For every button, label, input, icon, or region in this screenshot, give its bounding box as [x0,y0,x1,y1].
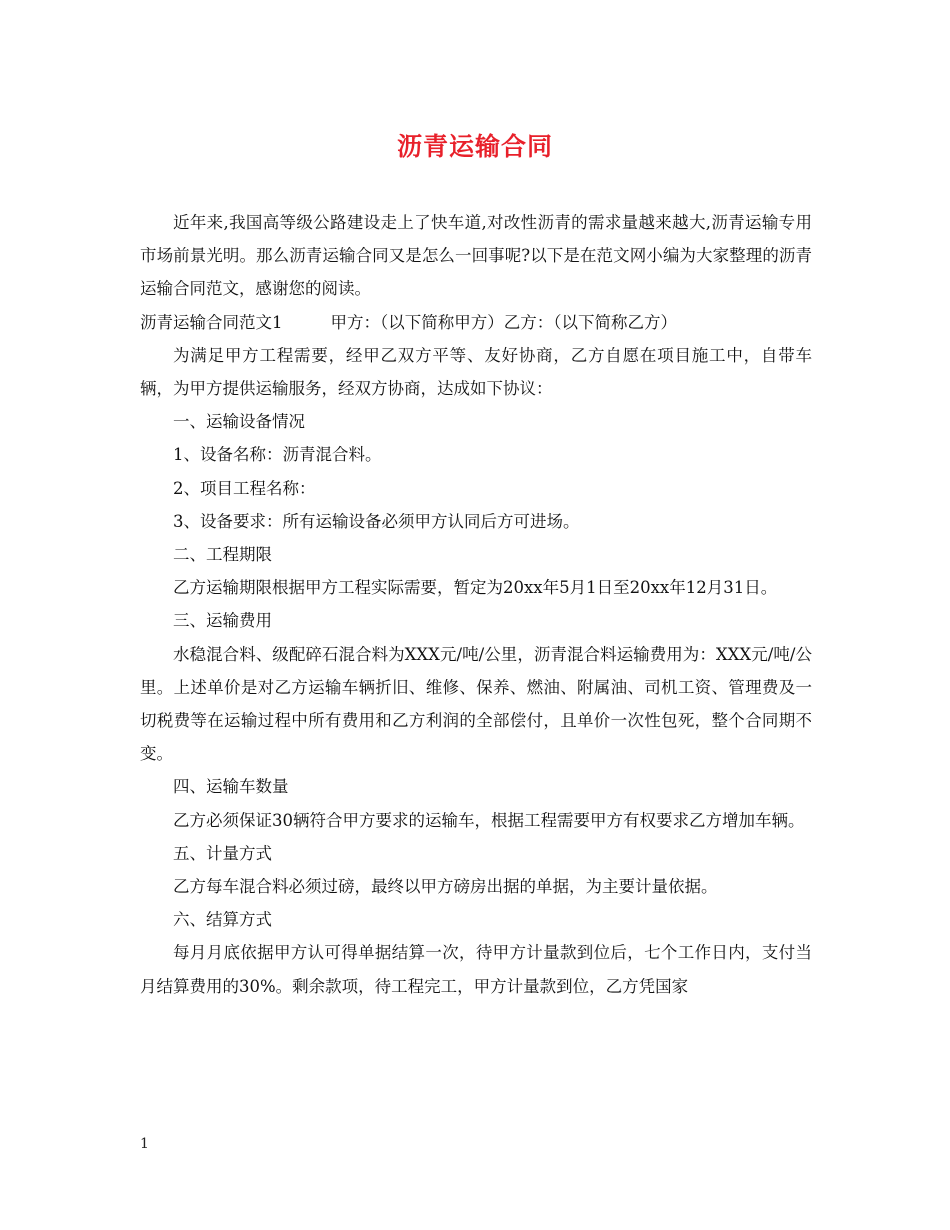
document-title: 沥青运输合同 [396,132,553,161]
sample-heading-line [140,306,812,339]
section-5-text: 乙方每车混合料必须过磅，最终以甲方磅房出据的单据，为主要计量依据。 [173,877,718,897]
section-4-text: 乙方必须保证30辆符合甲方要求的运输车，根据工程需要甲方有权要求乙方增加车辆。 [173,810,805,830]
section-4-title: 四、运输车数量 [173,777,289,797]
section-1-item-1: 1、设备名称：沥青混合料。 [173,445,382,465]
section-2-title: 二、工程期限 [173,545,272,565]
sample-heading: 沥青运输合同范文1 [140,312,283,332]
intro-paragraph: 近年来,我国高等级公路建设走上了快车道,对改性沥青的需求量越来越大,沥青运输专用市场前景光明。那么沥青运输合同又是怎么一回事呢?以下是在范文网小编为大家整理的沥青运输合同范文，感谢您的阅读。 [140,213,812,299]
page-number: 1 [140,1136,149,1152]
section-3-text: 水稳混合料、级配碎石混合料为XXX元/吨/公里，沥青混合料运输费用为：XXX元/吨/公里。上述单价是对乙方运输车辆折旧、维修、保养、燃油、附属油、司机工资、管理费及一切税费等在运输过程中所有费用和乙方利润的全部偿付，且单价一次性包死，整个合同期不变。 [140,644,812,764]
preamble-paragraph: 为满足甲方工程需要，经甲乙双方平等、友好协商，乙方自愿在项目施工中，自带车辆，为甲方提供运输服务，经双方协商，达成如下协议： [140,345,812,399]
section-1-title: 一、运输设备情况 [173,412,305,432]
section-6-title: 六、结算方式 [173,910,272,930]
section-1-item-3: 3、设备要求：所有运输设备必须甲方认同后方可进场。 [173,511,580,531]
section-3-title: 三、运输费用 [173,611,272,631]
section-1-item-2: 2、项目工程名称： [173,478,316,498]
section-2-text: 乙方运输期限根据甲方工程实际需要，暂定为20xx年5月1日至20xx年12月31日。 [173,578,778,598]
section-6-text: 每月月底依据甲方认可得单据结算一次，待甲方计量款到位后，七个工作日内，支付当月结算费用的30%。剩余款项，待工程完工，甲方计量款到位，乙方凭国家 [140,943,812,996]
document-body [140,206,812,1003]
party-line: 甲方：（以下简称甲方）乙方：（以下简称乙方） [330,312,677,332]
section-5-title: 五、计量方式 [173,843,272,863]
